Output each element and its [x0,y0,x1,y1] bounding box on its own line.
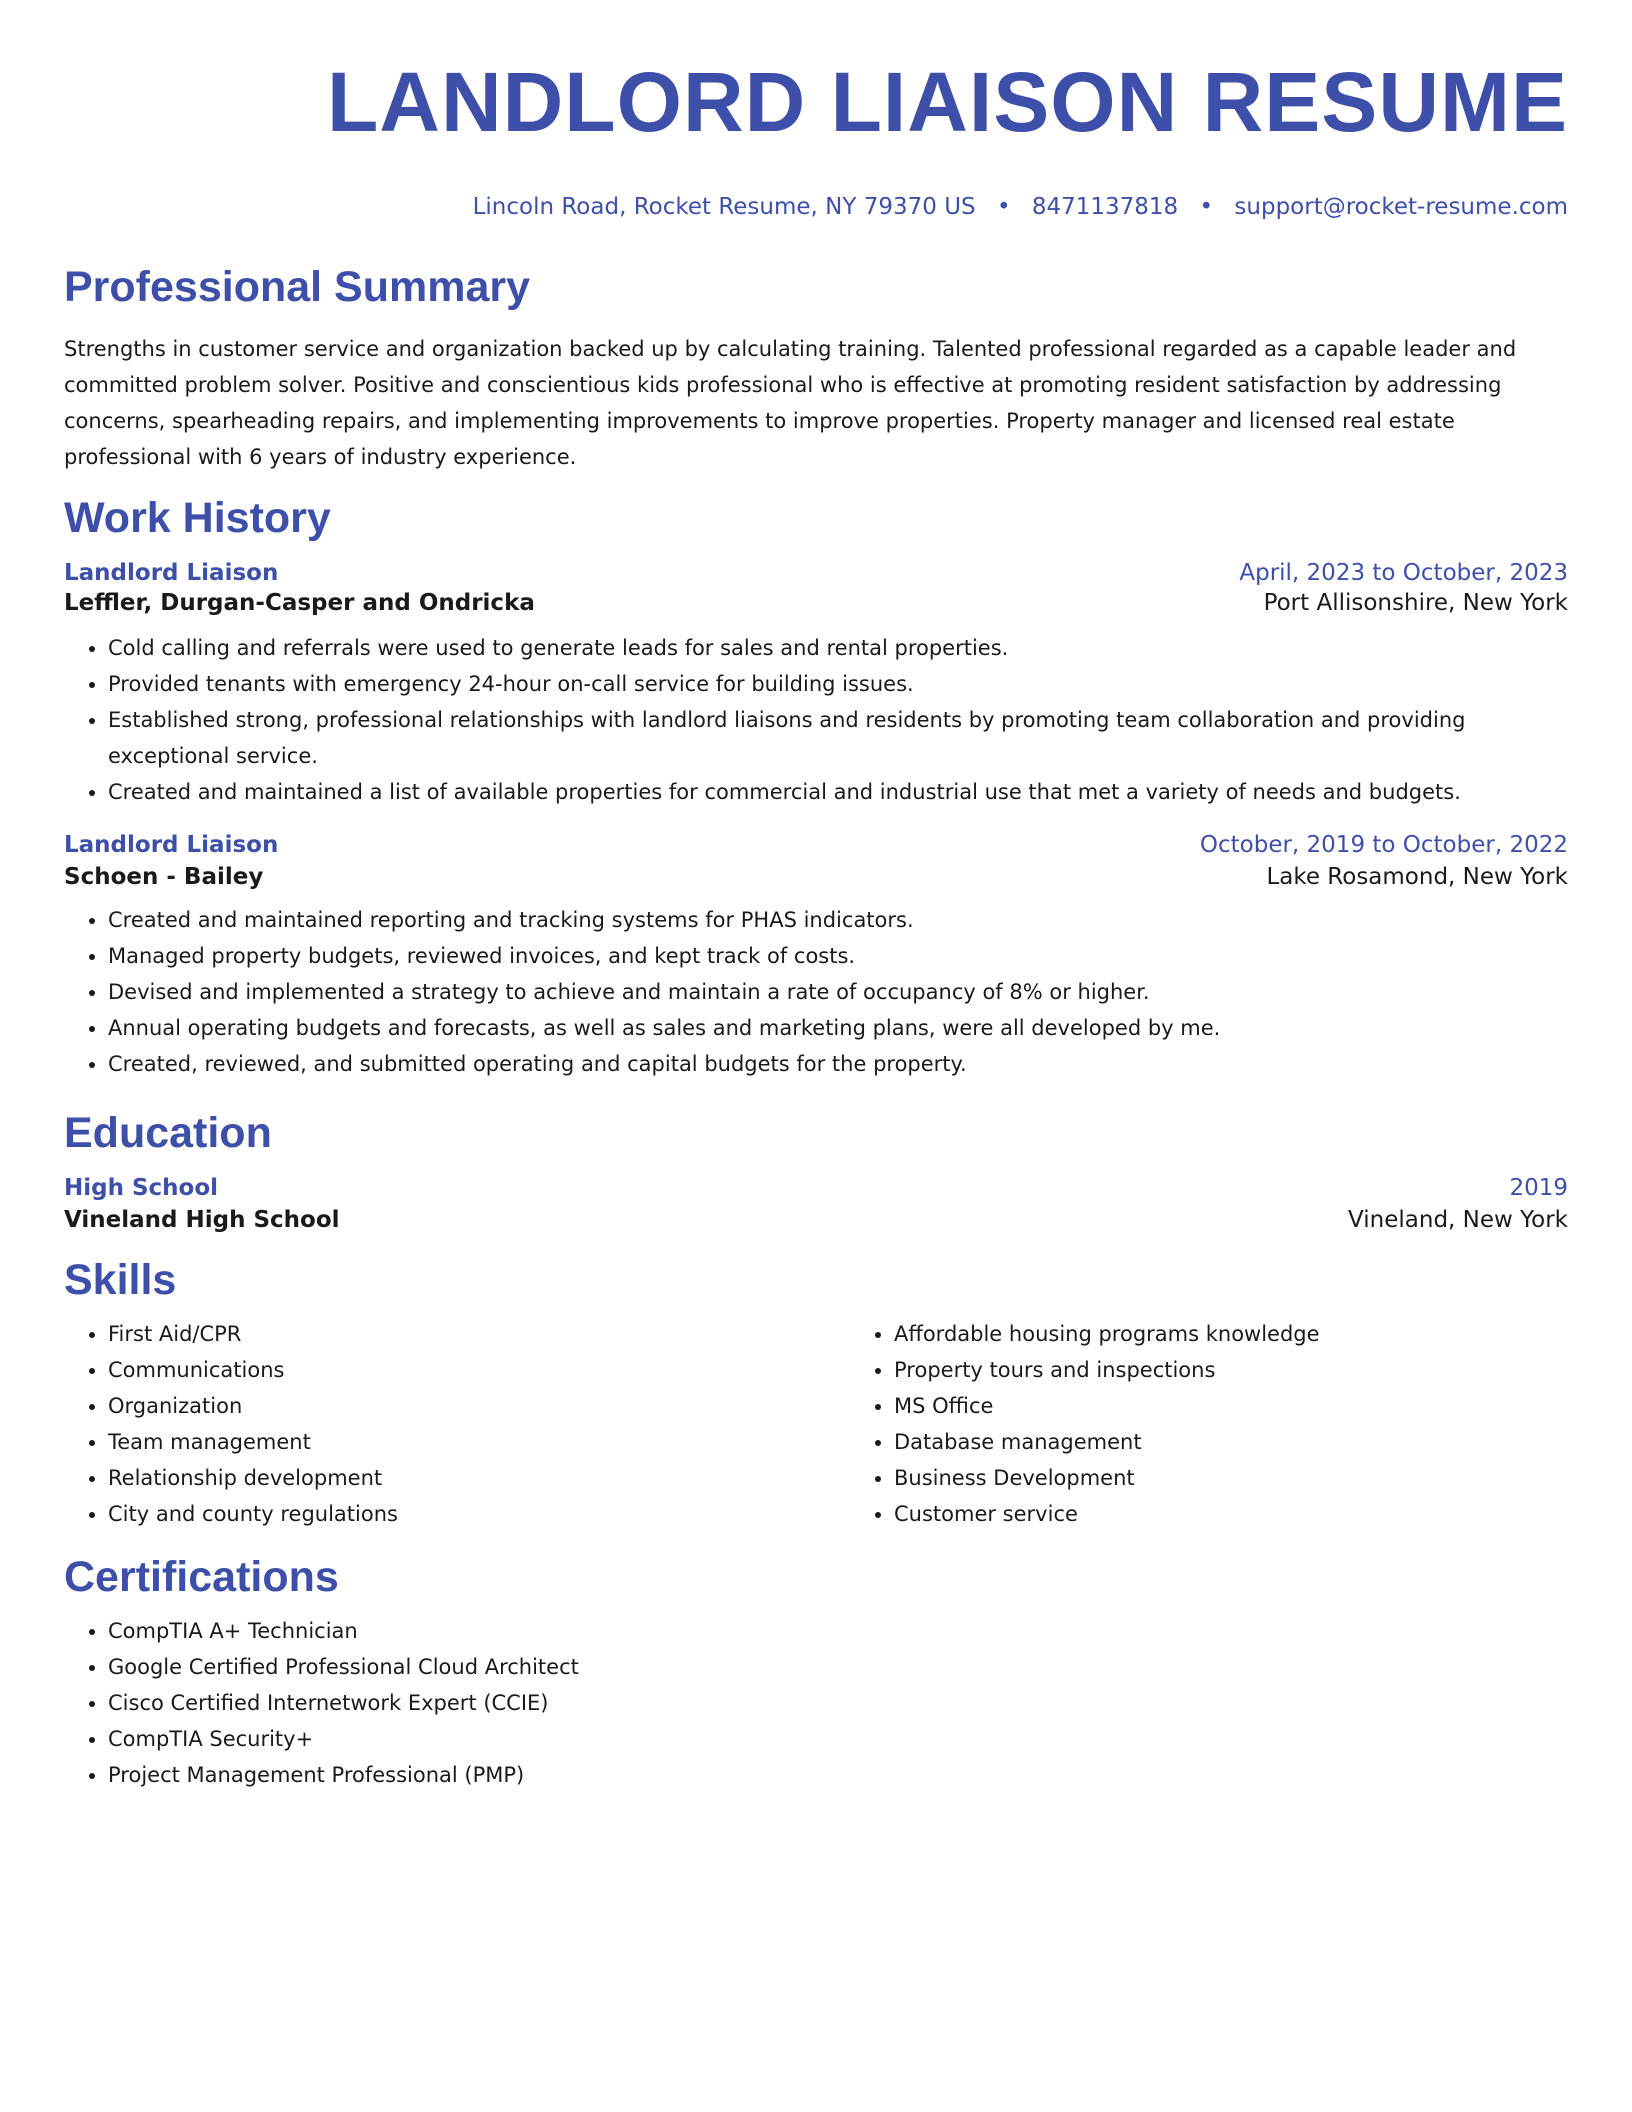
section-title-education: Education [64,1109,272,1157]
list-item: • First Aid/CPR [108,1316,850,1352]
list-item: • CompTIA A+ Technician [108,1613,1568,1649]
education-header [64,1175,1568,1201]
job-subheader [64,864,1568,890]
job-title: Landlord Liaison [64,832,279,858]
list-item: • City and county regulations [108,1496,850,1532]
list-item: • Cisco Certified Internetwork Expert (CCIE) [108,1685,1568,1721]
list-item: • Communications [108,1352,850,1388]
job-header [64,832,1568,858]
list-item: • Devised and implemented a strategy to achieve and maintain a rate of occupancy of 8% or higher. [108,974,1568,1010]
list-item: • Project Management Professional (PMP) [108,1757,1568,1793]
section-title-certifications: Certifications [64,1553,339,1601]
job-subheader [64,590,1568,616]
list-item: • Created and maintained a list of available properties for commercial and industrial use that met a variety of needs and budgets. [108,774,1568,810]
list-item: • CompTIA Security+ [108,1721,1568,1757]
job-entry [64,560,1568,810]
job-entry [64,832,1568,1082]
skills-list-right [850,1316,1632,1532]
resume-name: LANDLORD LIAISON RESUME [327,55,1568,149]
contact-phone: 8471137818 [1031,194,1179,220]
list-item: • Google Certified Professional Cloud Architect [108,1649,1568,1685]
job-bullets [64,902,1568,1082]
section-title-work: Work History [64,494,331,542]
job-location: Port Allisonshire, New York [1263,590,1568,616]
job-header [64,560,1568,586]
education-degree: High School [64,1175,219,1201]
job-dates: April, 2023 to October, 2023 [1239,560,1568,586]
job-employer: Leffler, Durgan-Casper and Ondricka [64,590,535,616]
list-item: • Created and maintained reporting and tracking systems for PHAS indicators. [108,902,1568,938]
education-entry [64,1175,1568,1233]
list-item: • Managed property budgets, reviewed invoices, and kept track of costs. [108,938,1568,974]
education-location: Vineland, New York [1348,1207,1568,1233]
contact-email[interactable]: support@rocket-resume.com [1234,194,1568,220]
job-title: Landlord Liaison [64,560,279,586]
job-location: Lake Rosamond, New York [1266,864,1568,890]
list-item: • Affordable housing programs knowledge [894,1316,1632,1352]
list-item: • MS Office [894,1388,1632,1424]
resume-page [64,0,1568,1793]
section-title-summary: Professional Summary [64,263,531,311]
education-school: Vineland High School [64,1207,340,1233]
list-item: • Established strong, professional relationships with landlord liaisons and residents by promoting team collaboration and providing exceptional service. [108,702,1568,774]
list-item: • Customer service [894,1496,1632,1532]
list-item: • Annual operating budgets and forecasts, as well as sales and marketing plans, were all developed by me. [108,1010,1568,1046]
job-employer: Schoen - Bailey [64,864,264,890]
list-item: • Database management [894,1424,1632,1460]
summary-text: Strengths in customer service and organization backed up by calculating training. Talented professional regarded as a capable leader and committed problem solver. Positive and conscientious kids professional who is effective at promoting resident satisfaction by addressing concerns, spearheading repairs, and implementing improvements to improve properties. Property manager and licensed real estate professional with 6 years of industry experience. [64,337,1517,469]
list-item: • Organization [108,1388,850,1424]
list-item: • Relationship development [108,1460,850,1496]
list-item: • Provided tenants with emergency 24-hour on-call service for building issues. [108,666,1568,702]
section-title-skills: Skills [64,1256,177,1304]
job-bullets [64,630,1568,810]
contact-address: Lincoln Road, Rocket Resume, NY 79370 US [472,194,976,220]
job-dates: October, 2019 to October, 2022 [1199,832,1568,858]
certifications-list [64,1613,1568,1793]
contact-line [64,190,1568,224]
education-subheader [64,1207,1568,1233]
skills-columns [64,1316,1568,1532]
skills-list-left [64,1316,850,1532]
contact-separator: • [1199,194,1214,220]
list-item: • Created, reviewed, and submitted operating and capital budgets for the property. [108,1046,1568,1082]
list-item: • Team management [108,1424,850,1460]
contact-separator: • [996,194,1011,220]
list-item: • Business Development [894,1460,1632,1496]
list-item: • Property tours and inspections [894,1352,1632,1388]
list-item: • Cold calling and referrals were used to generate leads for sales and rental properties. [108,630,1568,666]
education-year: 2019 [1509,1175,1568,1201]
